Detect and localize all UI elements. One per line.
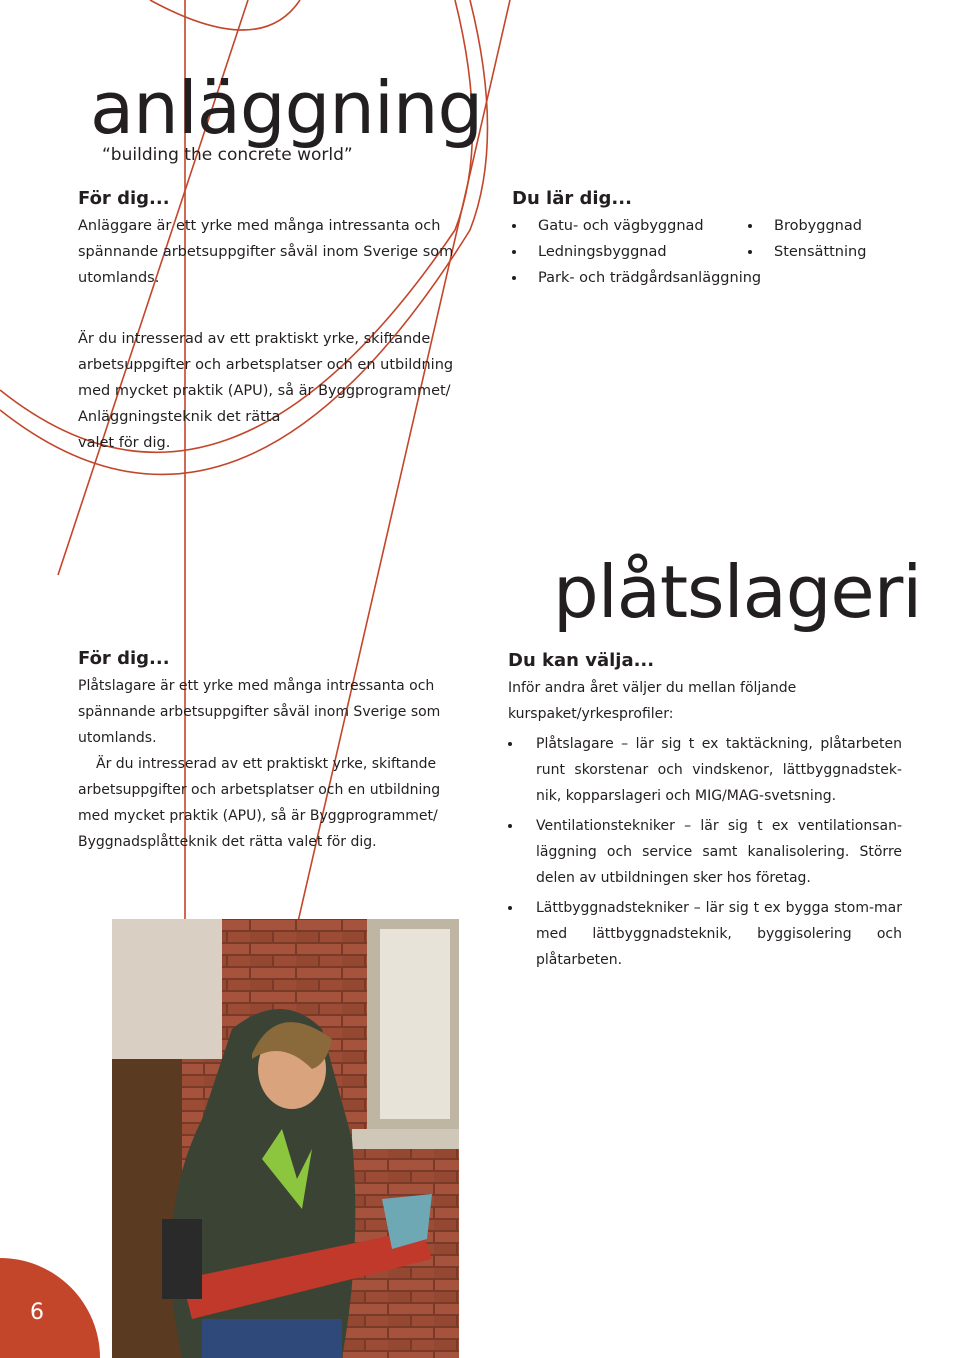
page-title-platslageri: plåtslageri — [553, 550, 922, 634]
du-lar-dig-heading: Du lär dig... — [512, 188, 632, 209]
intro-line: Byggnadsplåtteknik det rätta valet för dig. — [78, 834, 377, 850]
list-item: Ledningsbyggnad — [512, 239, 748, 265]
list-item: Brobyggnad — [748, 213, 866, 239]
for-dig-block-top — [78, 188, 478, 291]
intro-block-top — [78, 326, 478, 456]
page-title-anlaggning: anläggning — [90, 66, 483, 150]
student-photo — [112, 919, 459, 1358]
student-photo-illustration — [112, 919, 459, 1358]
intro-line: arbetsuppgifter och arbetsplatser och en utbildning — [78, 357, 454, 373]
for-dig-heading: För dig... — [78, 648, 170, 669]
arc-top — [150, 0, 300, 30]
intro-line: valet för dig. — [78, 435, 171, 451]
for-dig-line: spännande arbetsuppgifter såväl inom Sverige som — [78, 244, 454, 260]
list-item: Gatu- och vägbyggnad — [512, 213, 748, 239]
du-lar-dig-list-2 — [748, 213, 866, 291]
profile-item-lattbyggnadstekniker: Lättbyggnadstekniker – lär sig t ex bygga stom-mar med lättbyggnadsteknik, byggisolering och plåtarbeten. — [508, 895, 902, 973]
du-kan-valja-block — [508, 650, 902, 973]
intro-line: Är du intresserad av ett praktiskt yrke, skiftande — [78, 331, 431, 347]
intro-line: med mycket praktik (APU), så är Byggprogrammet/ — [78, 808, 438, 824]
for-dig-line: spännande arbetsuppgifter såväl inom Sverige som — [78, 704, 441, 720]
du-kan-valja-line: kurspaket/yrkesprofiler: — [508, 706, 674, 722]
intro-line: Anläggningsteknik det rätta — [78, 409, 281, 425]
for-dig-line: utomlands. — [78, 270, 160, 286]
profile-item-platslagare: Plåtslagare – lär sig t ex taktäckning, plåtarbeten runt skorstenar och vindskenor, lättbyggnadstek-nik, kopparslageri och MIG/MAG-svetsning. — [508, 731, 902, 809]
page-number: 6 — [30, 1300, 44, 1325]
for-dig-block-bottom — [78, 648, 478, 855]
page-corner-badge — [0, 1258, 100, 1358]
profile-item-ventilationstekniker: Ventilationstekniker – lär sig t ex ventilationsan-läggning och service samt kanalisolering. Större delen av utbildningen sker hos företag. — [508, 813, 902, 891]
for-dig-heading: För dig... — [78, 188, 170, 209]
intro-line: arbetsuppgifter och arbetsplatser och en utbildning — [78, 782, 441, 798]
subtitle: “building the concrete world” — [102, 145, 353, 165]
for-dig-line: utomlands. — [78, 730, 157, 746]
for-dig-line: Anläggare är ett yrke med många intressanta och — [78, 218, 441, 234]
profile-list — [508, 731, 902, 973]
du-kan-valja-heading: Du kan välja... — [508, 650, 655, 671]
du-lar-dig-block — [512, 188, 912, 291]
intro-line: med mycket praktik (APU), så är Byggprogrammet/ — [78, 383, 451, 399]
list-item: Park- och trädgårdsanläggning — [512, 265, 748, 291]
list-item: Stensättning — [748, 239, 866, 265]
du-lar-dig-list-1 — [512, 213, 762, 291]
intro-line: Är du intresserad av ett praktiskt yrke, skiftande — [96, 756, 437, 772]
du-kan-valja-line: Inför andra året väljer du mellan följande — [508, 680, 797, 696]
for-dig-line: Plåtslagare är ett yrke med många intressanta och — [78, 678, 435, 694]
